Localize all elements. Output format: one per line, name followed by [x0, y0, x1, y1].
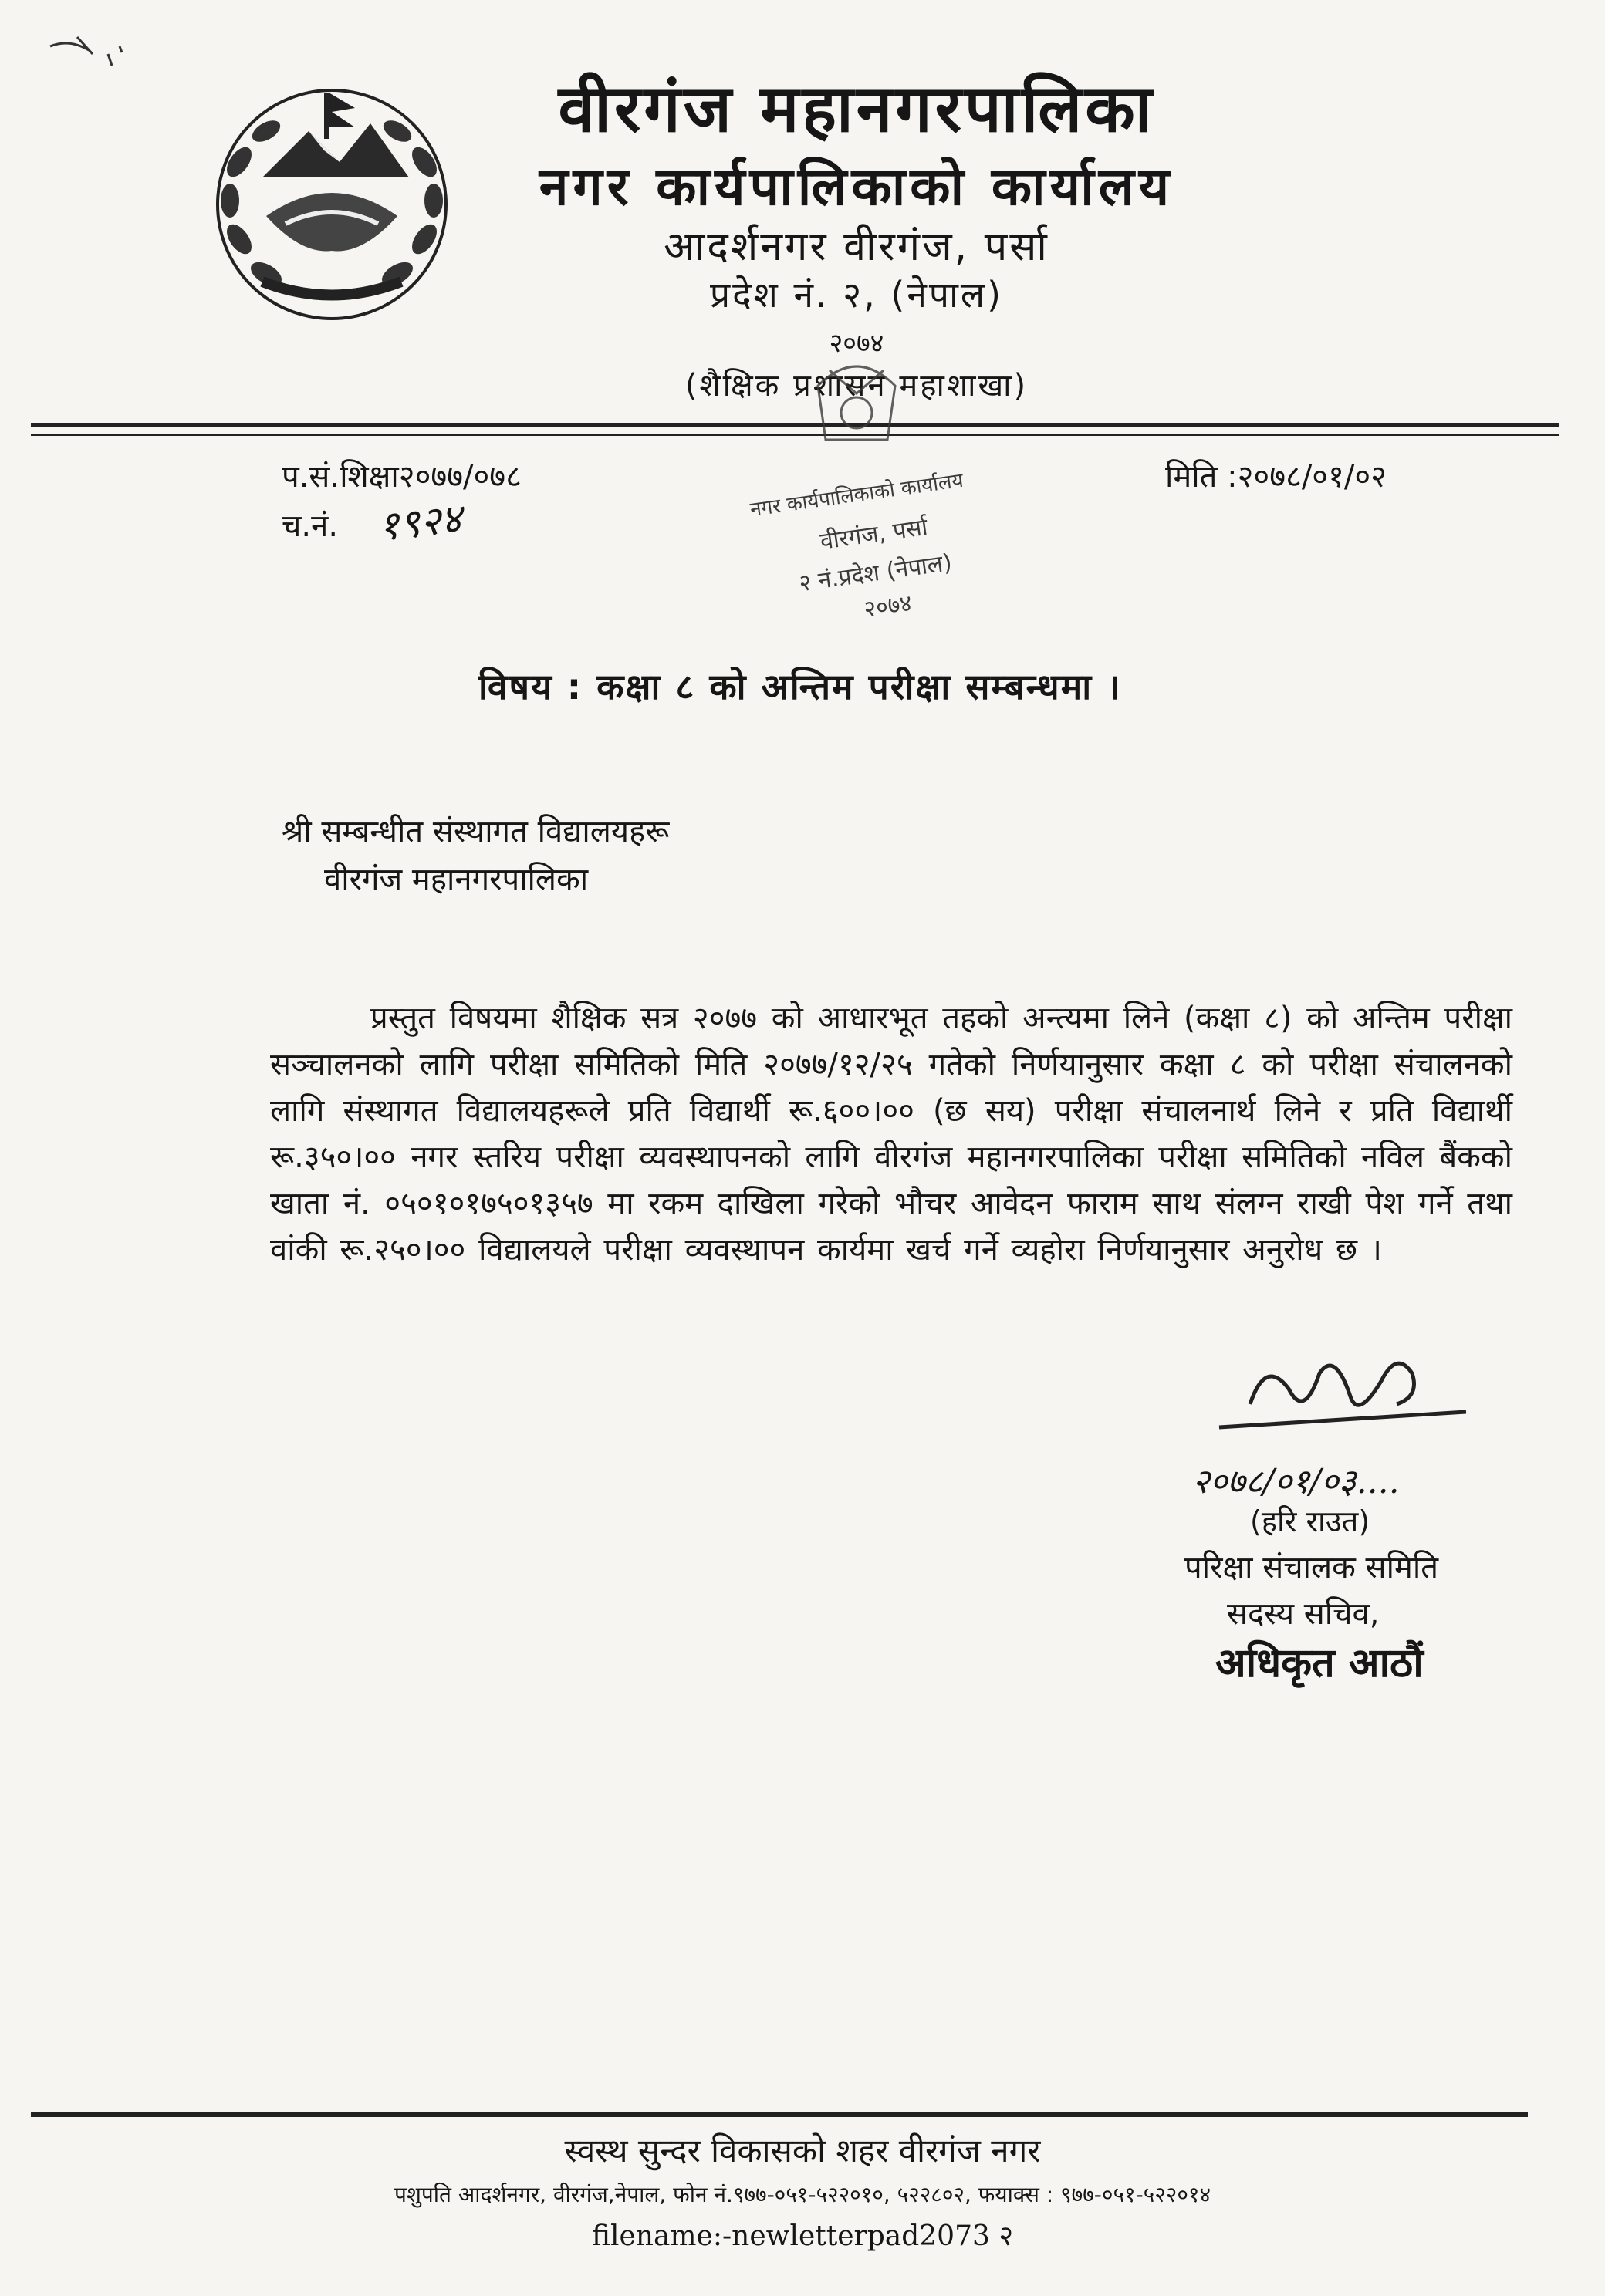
letter-date: मिति :२०७८/०१/०२ — [1165, 459, 1387, 495]
established-year: २०७४ — [829, 328, 884, 359]
stamp-line-1: नगर कार्यपालिकाको कार्यालय — [748, 468, 965, 522]
nepal-government-emblem-icon — [208, 77, 455, 324]
office-seal-stamp — [702, 339, 1011, 640]
corner-scratch-mark — [46, 31, 131, 77]
footer-divider — [31, 2112, 1528, 2117]
stamp-line-2: वीरगंज, पर्सा — [818, 513, 930, 555]
addressee-line-1: श्री सम्बन्धीत संस्थागत विद्यालयहरू — [282, 814, 670, 849]
letter-subject: विषय : कक्षा ८ को अन्तिम परीक्षा सम्बन्धमा । — [478, 666, 1122, 707]
signatory-name: (हरि राउत) — [1250, 1504, 1370, 1538]
province-line: प्रदेश नं. २, (नेपाल) — [709, 274, 1004, 316]
footer-slogan: स्वस्थ सुन्दर विकासको शहर वीरगंज नगर — [564, 2132, 1041, 2169]
dispatch-number-handwritten: १९२४ — [376, 495, 465, 551]
signatory-authority: अधिकृत आठौं — [1215, 1640, 1424, 1687]
dispatch-number-label: च.नं. — [282, 508, 339, 544]
division-name: (शैक्षिक प्रशासन महाशाखा) — [684, 368, 1029, 403]
stamp-line-3: २ नं.प्रदेश (नेपाल) — [797, 549, 954, 598]
municipality-name: वीरगंज महानगरपालिका — [558, 71, 1155, 147]
handwritten-signature — [1204, 1342, 1482, 1458]
office-name: नगर कार्यपालिकाको कार्यालय — [539, 157, 1174, 218]
footer-filename: filename:-newletterpad2073 २ — [591, 2220, 1014, 2252]
signatory-role: सदस्य सचिव, — [1227, 1596, 1380, 1632]
stamp-line-4: २०७४ — [862, 589, 914, 623]
reference-number: प.सं.शिक्षा२०७७/०७८ — [282, 459, 522, 495]
signatory-committee: परिक्षा संचालक समिति — [1184, 1550, 1439, 1585]
signature-date: २०७८/०१/०३.... — [1192, 1462, 1400, 1501]
office-address: आदर्शनगर वीरगंज, पर्सा — [664, 224, 1049, 270]
letter-body: प्रस्तुत विषयमा शैक्षिक सत्र २०७७ को आधारभूत तहको अन्त्यमा लिने (कक्षा ८) को अन्तिम परीक्षा सञ्चालनको लागि परीक्षा समितिको मिति २०७७/१२/२५ गतेको निर्णयानुसार कक्षा ८ को परीक्षा संचालनको लागि संस्थागत विद्यालयहरूले प्रति विद्यार्थी रू.६००।०० (छ सय) परीक्षा संचालनार्थ लिने र प्रति विद्यार्थी रू.३५०।०० नगर स्तरिय परीक्षा व्यवस्थापनको लागि वीरगंज महानगरपालिका परीक्षा समितिको नविल बैंकको खाता नं. ०५०१०१७५०१३५७ मा रकम दाखिला गरेको भौचर आवेदन फाराम साथ संलग्न राखी पेश गर्ने तथा वांकी रू.२५०।०० विद्यालयले परीक्षा व्यवस्थापन कार्यमा खर्च गर्ने व्यहोरा निर्णयानुसार अनुरोध छ । — [270, 1001, 1512, 1268]
addressee-line-2: वीरगंज महानगरपालिका — [324, 862, 589, 897]
footer-address: पशुपति आदर्शनगर, वीरगंज,नेपाल, फोन नं.९७७-०५१-५२२०१०, ५२२८०२, फयाक्स : ९७७-०५१-५२२०१४ — [394, 2182, 1211, 2207]
